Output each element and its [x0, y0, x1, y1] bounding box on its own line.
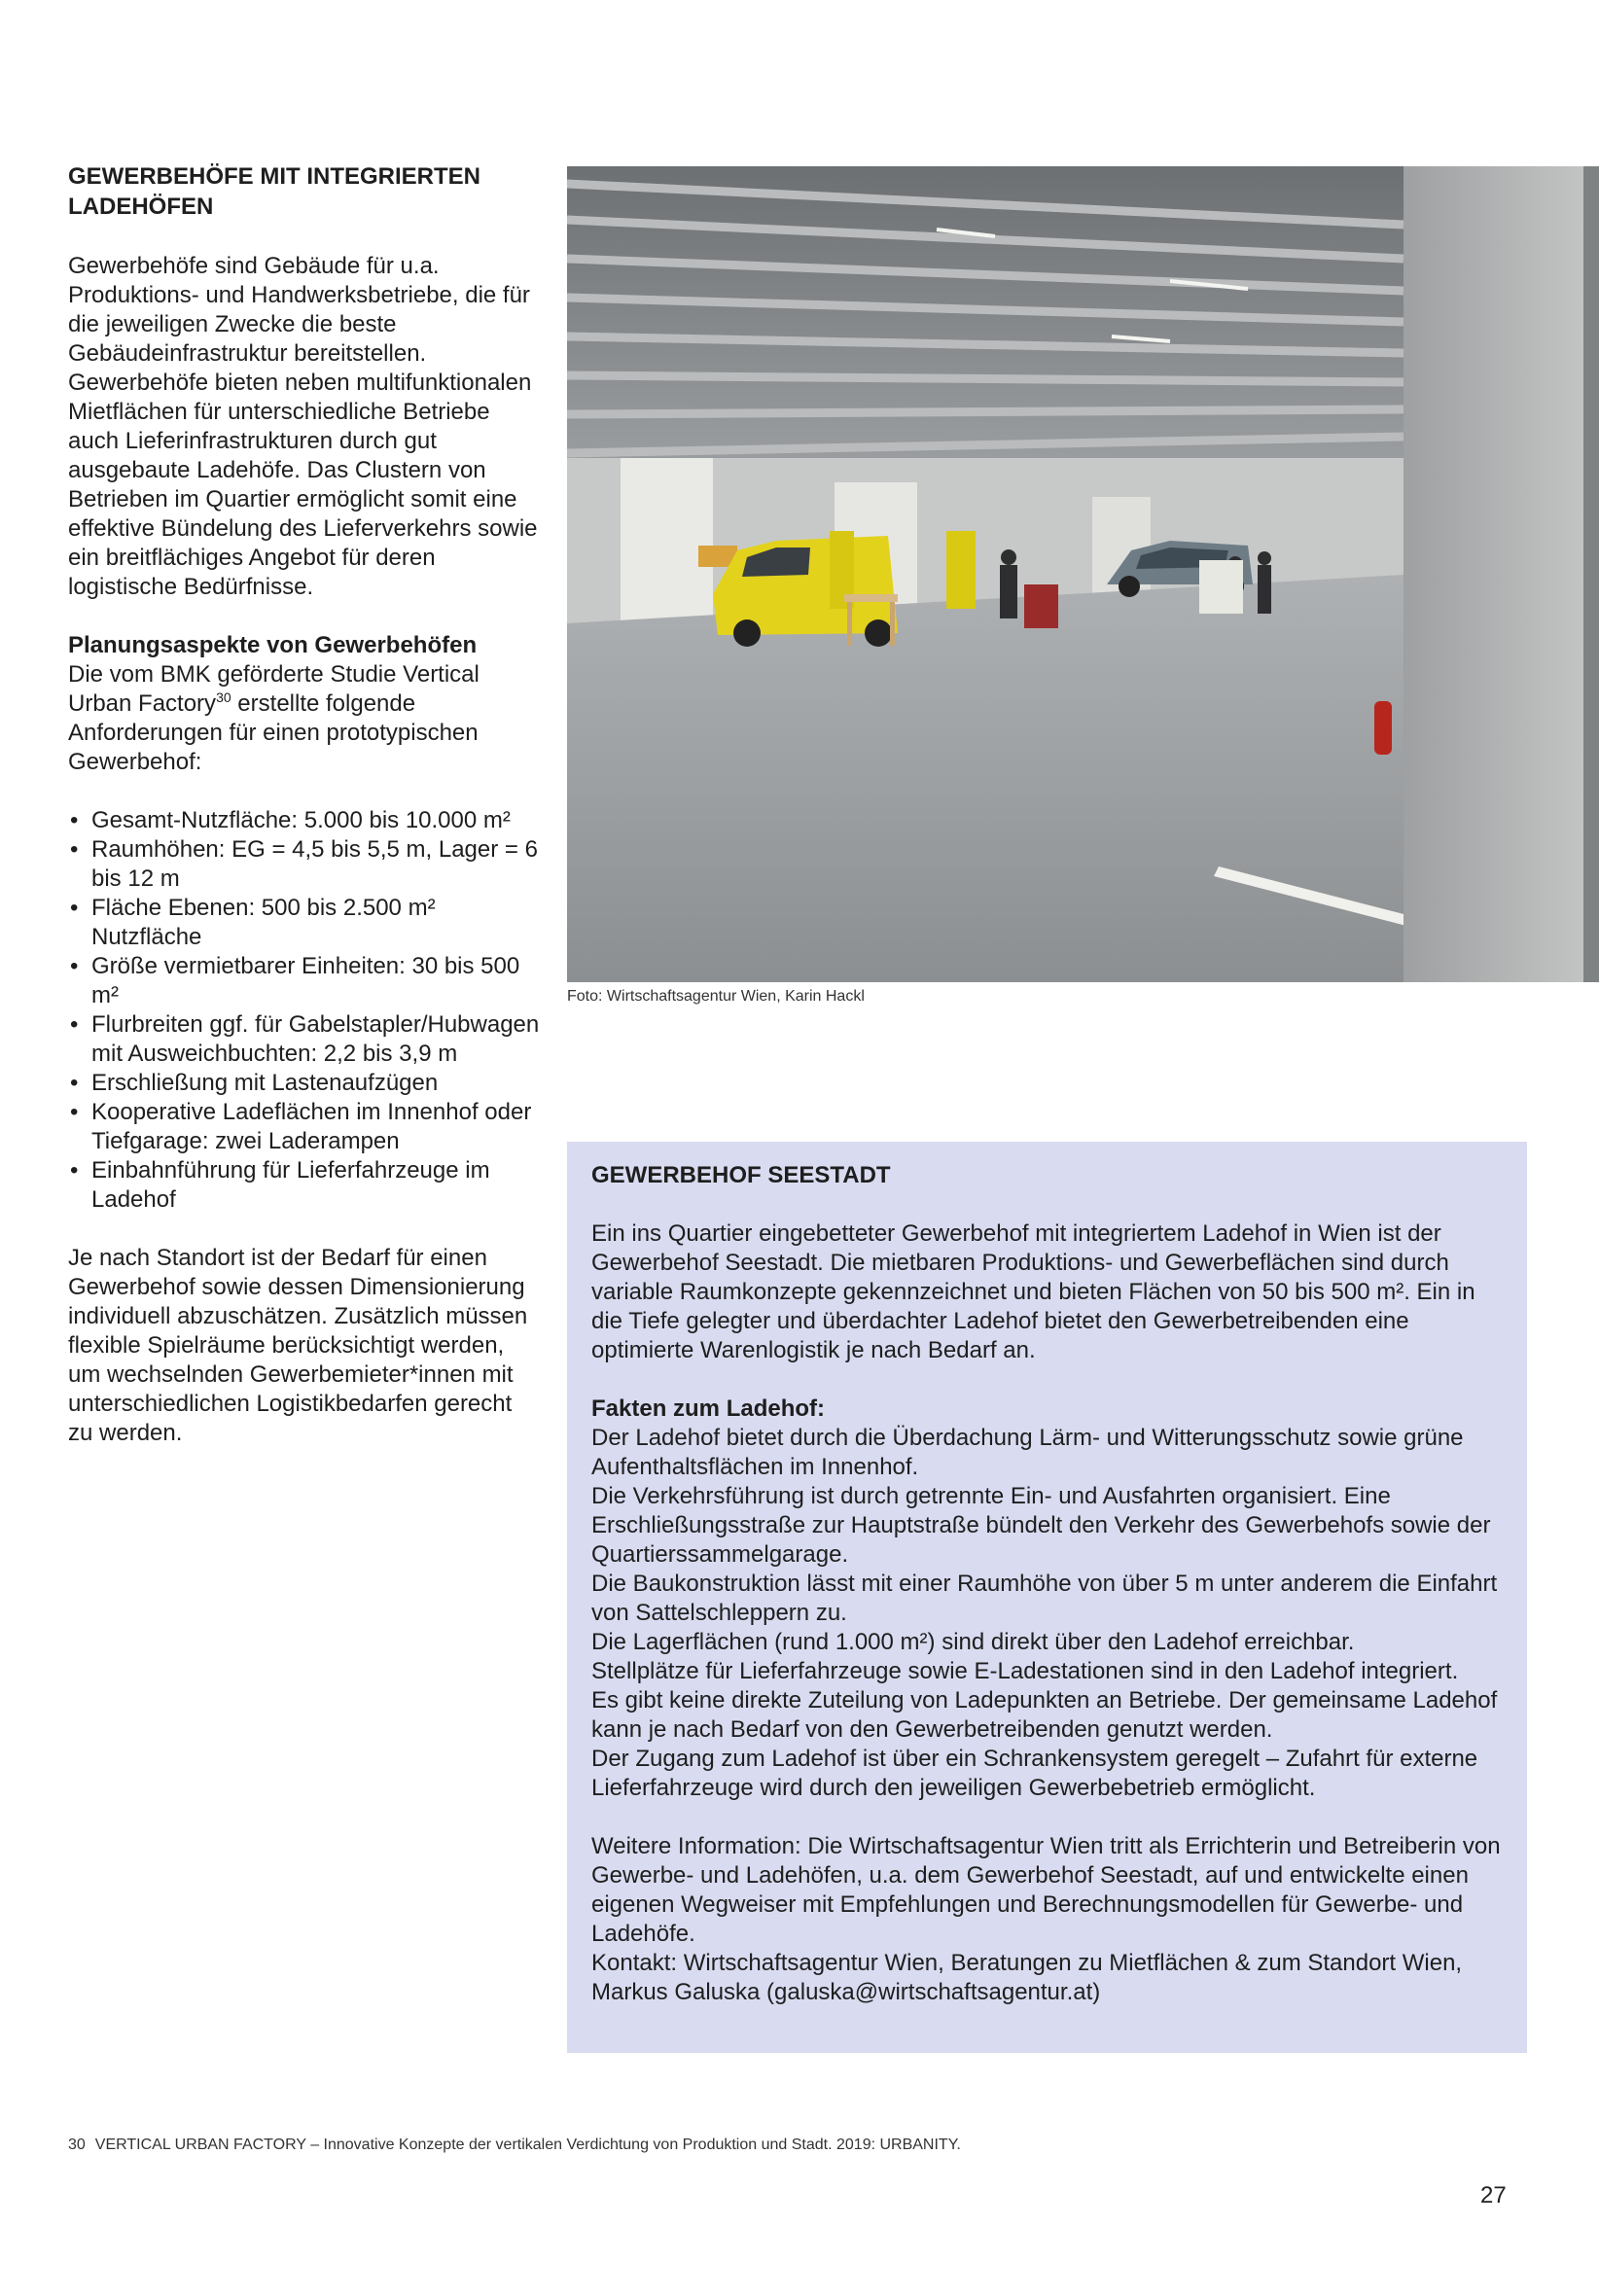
intro-paragraph: Gewerbehöfe sind Gebäude für u.a. Produktions- und Handwerksbetriebe, die für die jeweiligen Zwecke die beste Gebäudeinfrastruktur bereitstellen. Gewerbehöfe bieten neben multifunktionalen Mietflächen für unterschiedliche Betriebe auch Lieferinfrastrukturen durch gut ausgebaute Ladehöfe. Das Clustern von Betrieben im Quartier ermöglicht somit eine effektive Bündelung des Lieferverkehrs sowie ein breitflächiges Angebot für deren logistische Bedürfnisse.: [68, 253, 538, 600]
list-item: • Raumhöhen: EG = 4,5 bis 5,5 m, Lager = 6 bis 12 m: [68, 835, 541, 894]
study-text-after: erstellte folgende Anforderungen für einen prototypischen Gewerbehof:: [68, 690, 479, 775]
left-column: [68, 161, 541, 1477]
list-item: • Einbahnführung für Lieferfahrzeuge im Ladehof: [68, 1156, 541, 1215]
footnote-text: VERTICAL URBAN FACTORY – Innovative Konzepte der vertikalen Verdichtung von Produktion und Stadt. 2019: URBANITY.: [94, 2137, 961, 2153]
list-item: • Fläche Ebenen: 500 bis 2.500 m² Nutzfläche: [68, 894, 541, 952]
contact-info: Kontakt: Wirtschaftsagentur Wien, Beratungen zu Mietflächen & zum Standort Wien, Markus Galuska (galuska@wirtschaftsagentur.at): [591, 1950, 1463, 2005]
footnote: [68, 2137, 961, 2154]
fact-line: Die Baukonstruktion lässt mit einer Raumhöhe von über 5 m unter anderem die Einfahrt von Sattelschleppern zu.: [591, 1571, 1498, 1626]
study-paragraph: [68, 660, 541, 777]
list-item: • Erschließung mit Lastenaufzügen: [68, 1069, 541, 1098]
list-item: • Größe vermietbarer Einheiten: 30 bis 500 m²: [68, 952, 541, 1010]
footnote-number: 30: [68, 2137, 86, 2153]
list-item: • Gesamt-Nutzfläche: 5.000 bis 10.000 m²: [68, 806, 541, 835]
section-heading: GEWERBEHÖFE MIT INTEGRIERTEN LADEHÖFEN: [68, 163, 481, 220]
list-item: • Kooperative Ladeflächen im Innenhof oder Tiefgarage: zwei Laderampen: [68, 1098, 541, 1156]
fact-line: Stellplätze für Lieferfahrzeuge sowie E-Ladestationen sind in den Ladehof integriert.: [591, 1658, 1459, 1684]
subheading-planning: Planungsaspekte von Gewerbehöfen: [68, 632, 478, 658]
fact-line: Der Ladehof bietet durch die Überdachung Lärm- und Witterungsschutz sowie grüne Aufenthaltsflächen im Innenhof.: [591, 1425, 1464, 1480]
fact-line: Die Lagerflächen (rund 1.000 m²) sind direkt über den Ladehof erreichbar.: [591, 1629, 1355, 1655]
fact-line: Die Verkehrsführung ist durch getrennte Ein- und Ausfahrten organisiert. Eine Erschließungsstraße zur Hauptstraße bündelt den Verkehr des Gewerbehofs sowie der Quartierssammelgarage.: [591, 1483, 1491, 1568]
page-number: 27: [1480, 2182, 1507, 2208]
further-info: Weitere Information: Die Wirtschaftsagentur Wien tritt als Errichterin und Betreiberin von Gewerbe- und Ladehöfen, u.a. dem Gewerbehof Seestadt, auf und entwickelte einen eigenen Wegweiser mit Empfehlungen und Berechnungsmodellen für Gewerbe- und Ladehöfe.: [591, 1833, 1501, 1947]
facts-heading: Fakten zum Ladehof:: [591, 1395, 826, 1422]
box-title: GEWERBEHOF SEESTADT: [591, 1162, 891, 1188]
loading-yard-photo: [567, 166, 1599, 982]
study-text-before: Die vom BMK geförderte Studie Vertical Urban Factory: [68, 661, 480, 717]
info-box-seestadt: [567, 1142, 1527, 2053]
footnote-reference: 30: [216, 689, 231, 705]
box-intro: Ein ins Quartier eingebetteter Gewerbehof mit integriertem Ladehof in Wien ist der Gewerbehof Seestadt. Die mietbaren Produktions- und Gewerbeflächen sind durch variable Raumkonzepte gekennzeichnet und bieten Flächen von 50 bis 500 m². Ein in die Tiefe gelegter und überdachter Ladehof bietet den Gewerbetreibenden eine optimierte Warenlogistik je nach Bedarf an.: [591, 1220, 1475, 1363]
closing-paragraph: Je nach Standort ist der Bedarf für einen Gewerbehof sowie dessen Dimensionierung individuell abzuschätzen. Zusätzlich müssen flexible Spielräume berücksichtigt werden, um wechselnden Gewerbemieter*innen mit unterschiedlichen Logistikbedarfen gerecht zu werden.: [68, 1245, 528, 1446]
list-item: • Flurbreiten ggf. für Gabelstapler/Hubwagen mit Ausweichbuchten: 2,2 bis 3,9 m: [68, 1010, 541, 1069]
fact-line: Es gibt keine direkte Zuteilung von Ladepunkten an Betriebe. Der gemeinsame Ladehof kann je nach Bedarf von den Gewerbetreibenden genutzt werden.: [591, 1687, 1498, 1743]
photo-caption: Foto: Wirtschaftsagentur Wien, Karin Hackl: [567, 988, 865, 1005]
fact-line: Der Zugang zum Ladehof ist über ein Schrankensystem geregelt – Zufahrt für externe Lieferfahrzeuge wird durch den jeweiligen Gewerbebetrieb ermöglicht.: [591, 1746, 1478, 1801]
requirements-list: [68, 806, 541, 1215]
